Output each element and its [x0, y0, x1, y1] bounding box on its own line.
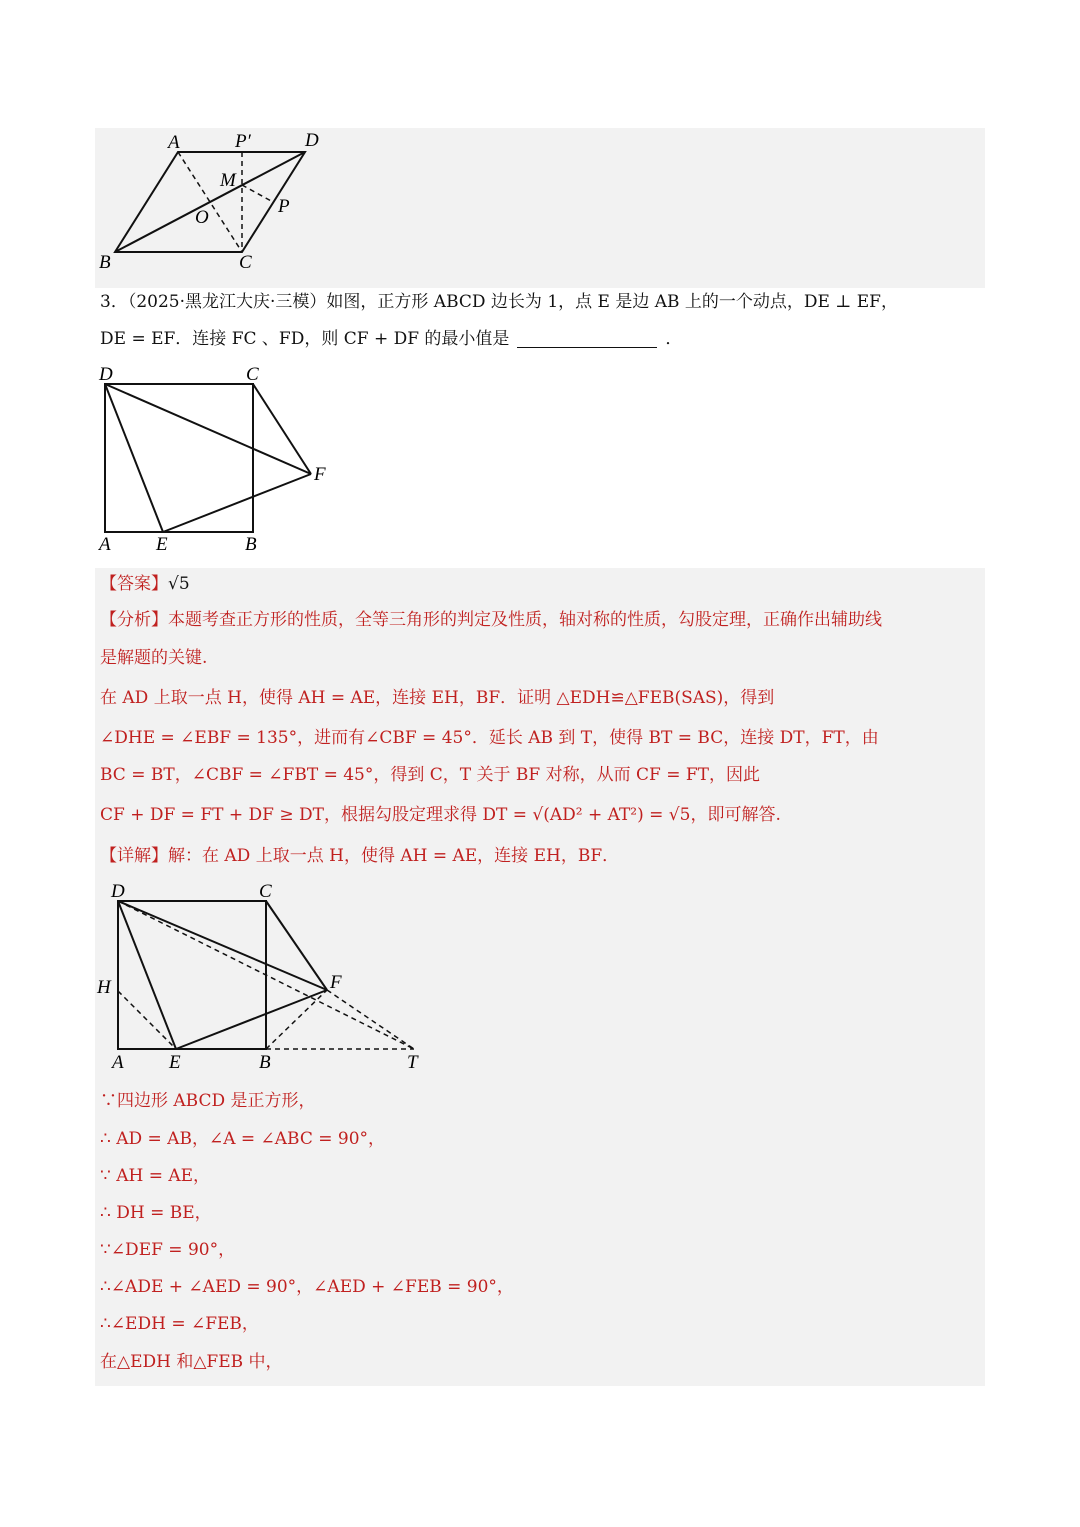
- label-F: F: [330, 972, 342, 993]
- step-5: ∵∠DEF = 90°，: [100, 1240, 236, 1260]
- parallelogram-figure: [95, 128, 355, 278]
- label-C: C: [246, 364, 259, 385]
- step-2: ∴ AD = AB，∠A = ∠ABC = 90°，: [100, 1129, 386, 1149]
- label-E: E: [156, 534, 168, 555]
- question-line-2: [100, 327, 682, 351]
- step-8: 在△EDH 和△FEB 中，: [100, 1352, 283, 1372]
- label-P-prime: P′: [235, 131, 251, 152]
- label-C: C: [239, 252, 252, 273]
- analysis-line-4: ∠DHE = ∠EBF = 135°，进而有∠CBF = 45°．延长 AB 到 T，使得 BT = BC，连接 DT，FT，由: [100, 728, 879, 748]
- answer-value: √5: [168, 574, 190, 594]
- step-7: ∴∠EDH = ∠FEB，: [100, 1314, 259, 1334]
- solution-figure: [95, 876, 435, 1076]
- analysis-line-2: 是解题的关键.: [100, 648, 208, 668]
- analysis-text-1: 本题考查正方形的性质，全等三角形的判定及性质，轴对称的性质，勾股定理，正确作出辅助线: [168, 610, 882, 630]
- label-O: O: [195, 207, 209, 228]
- label-T: T: [407, 1052, 418, 1073]
- detail-tag: 【详解】: [100, 846, 168, 866]
- label-E: E: [169, 1052, 181, 1073]
- label-C: C: [259, 881, 272, 902]
- analysis-line-3: 在 AD 上取一点 H，使得 AH = AE，连接 EH，BF．证明 △EDH≌△FEB(SAS)，得到: [100, 688, 775, 708]
- question-end: ．: [665, 329, 683, 349]
- label-A: A: [168, 132, 180, 153]
- label-D: D: [305, 130, 319, 151]
- square-figure: [95, 362, 345, 557]
- step-6: ∴∠ADE + ∠AED = 90°，∠AED + ∠FEB = 90°，: [100, 1277, 514, 1297]
- step-4: ∴ DH = BE，: [100, 1203, 212, 1223]
- label-M: M: [220, 170, 236, 191]
- question-line-1: 3．（2025·黑龙江大庆·三模）如图，正方形 ABCD 边长为 1，点 E 是边 AB 上的一个动点，DE ⊥ EF，: [100, 292, 898, 312]
- answer-line: [100, 572, 190, 596]
- detail-line-1: [100, 844, 619, 868]
- label-D: D: [99, 364, 113, 385]
- analysis-line-6: CF + DF = FT + DF ≥ DT，根据勾股定理求得 DT = √(AD² + AT²) = √5，即可解答.: [100, 805, 781, 825]
- label-H: H: [97, 977, 111, 998]
- label-B: B: [245, 534, 257, 555]
- label-D: D: [111, 881, 125, 902]
- analysis-line-5: BC = BT，∠CBF = ∠FBT = 45°，得到 C，T 关于 BF 对称，从而 CF = FT，因此: [100, 765, 760, 785]
- label-B: B: [99, 252, 111, 273]
- label-A: A: [99, 534, 111, 555]
- answer-tag: 【答案】: [100, 574, 168, 594]
- label-A: A: [112, 1052, 124, 1073]
- step-3: ∵ AH = AE，: [100, 1166, 211, 1186]
- label-P: P: [278, 196, 290, 217]
- step-1: ∵四边形 ABCD 是正方形，: [100, 1091, 316, 1111]
- label-F: F: [314, 464, 326, 485]
- analysis-tag: 【分析】: [100, 610, 168, 630]
- question-text: DE = EF．连接 FC 、FD，则 CF + DF 的最小值是: [100, 329, 510, 349]
- detail-text-1: 解：在 AD 上取一点 H，使得 AH = AE，连接 EH，BF．: [168, 846, 620, 866]
- answer-blank: [517, 331, 657, 348]
- analysis-line-1: [100, 608, 882, 632]
- label-B: B: [259, 1052, 271, 1073]
